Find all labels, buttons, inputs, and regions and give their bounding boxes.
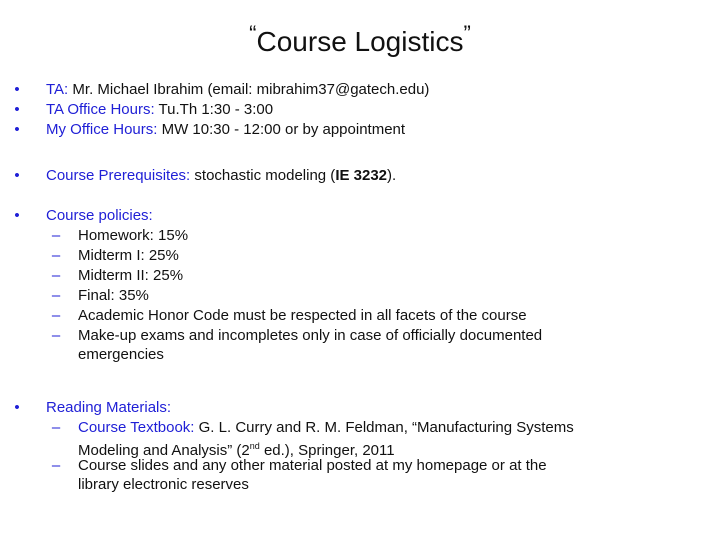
dash-icon: – <box>51 267 61 284</box>
dash-icon: – <box>51 307 61 324</box>
title-text: Course Logistics <box>256 26 464 57</box>
bullet-icon: • <box>14 81 20 98</box>
slides-line-2: library electronic reserves <box>78 476 249 493</box>
dash-icon: – <box>51 419 61 436</box>
slides-line-1: Course slides and any other material posted at my homepage or at the <box>78 457 547 474</box>
prerequisites-section <box>0 166 720 186</box>
policy-item-midterm-1 <box>0 246 720 266</box>
bullet-icon: • <box>14 167 20 184</box>
ta-value: Mr. Michael Ibrahim (email: mibrahim37@gatech.edu) <box>68 81 430 98</box>
bullet-icon: • <box>14 399 20 416</box>
policy-item-text: Midterm II: 25% <box>78 267 184 284</box>
ta-office-hours-label: TA Office Hours: <box>46 101 155 118</box>
ta-office-hours-value: Tu.Th 1:30 - 3:00 <box>154 101 274 118</box>
dash-icon: – <box>51 457 61 474</box>
textbook-line-2-pre: Modeling and Analysis” (2 <box>78 442 250 459</box>
list-item-ta-office-hours <box>0 100 720 120</box>
policy-item-text: emergencies <box>78 346 164 363</box>
my-office-hours-label: My Office Hours: <box>46 121 158 138</box>
list-item-policies <box>0 206 720 226</box>
logistics-list <box>0 80 720 140</box>
prerequisites-label: Course Prerequisites: <box>46 167 191 184</box>
policy-item-honor-code <box>0 306 720 326</box>
list-item-prerequisites <box>0 166 720 186</box>
policy-item-makeup-continued <box>0 345 720 364</box>
reading-item-slides-continued <box>0 475 720 494</box>
policy-item-homework <box>0 226 720 246</box>
prerequisites-text-after: ). <box>387 167 397 184</box>
policy-item-text: Final: 35% <box>78 287 149 304</box>
slide-title <box>0 10 720 66</box>
dash-icon: – <box>51 327 61 344</box>
policy-item-text: Academic Honor Code must be respected in all facets of the course <box>78 307 527 324</box>
bullet-icon: • <box>14 207 20 224</box>
list-item-my-office-hours <box>0 120 720 140</box>
textbook-line-1: G. L. Curry and R. M. Feldman, “Manufacturing Systems <box>194 419 574 436</box>
my-office-hours-value: MW 10:30 - 12:00 or by appointment <box>157 121 406 138</box>
reading-label: Reading Materials: <box>46 399 172 416</box>
textbook-line-2-post: ed.), Springer, 2011 <box>259 442 395 459</box>
policies-section <box>0 206 720 364</box>
textbook-ordinal-superscript: nd <box>249 441 260 451</box>
reading-item-textbook-continued <box>0 437 720 459</box>
bullet-icon: • <box>14 101 20 118</box>
textbook-label: Course Textbook: <box>78 419 195 436</box>
title-open-quote: “ <box>249 21 257 46</box>
policies-label: Course policies: <box>46 207 153 224</box>
prerequisites-text-before: stochastic modeling ( <box>190 167 336 184</box>
policy-item-text: Midterm I: 25% <box>78 247 179 264</box>
dash-icon: – <box>51 247 61 264</box>
dash-icon: – <box>51 227 61 244</box>
policy-item-text: Make-up exams and incompletes only in case of officially documented <box>78 327 543 344</box>
list-item-ta <box>0 80 720 100</box>
title-close-quote: ” <box>463 21 471 46</box>
ta-label: TA: <box>46 81 69 98</box>
dash-icon: – <box>51 287 61 304</box>
reading-item-textbook <box>0 418 720 437</box>
policy-item-makeup <box>0 326 720 345</box>
reading-item-slides <box>0 456 720 475</box>
bullet-icon: • <box>14 121 20 138</box>
list-item-reading <box>0 398 720 418</box>
policy-item-midterm-2 <box>0 266 720 286</box>
policy-item-final <box>0 286 720 306</box>
prerequisites-course-code: IE 3232 <box>335 167 388 184</box>
policy-item-text: Homework: 15% <box>78 227 189 244</box>
reading-section <box>0 398 720 494</box>
